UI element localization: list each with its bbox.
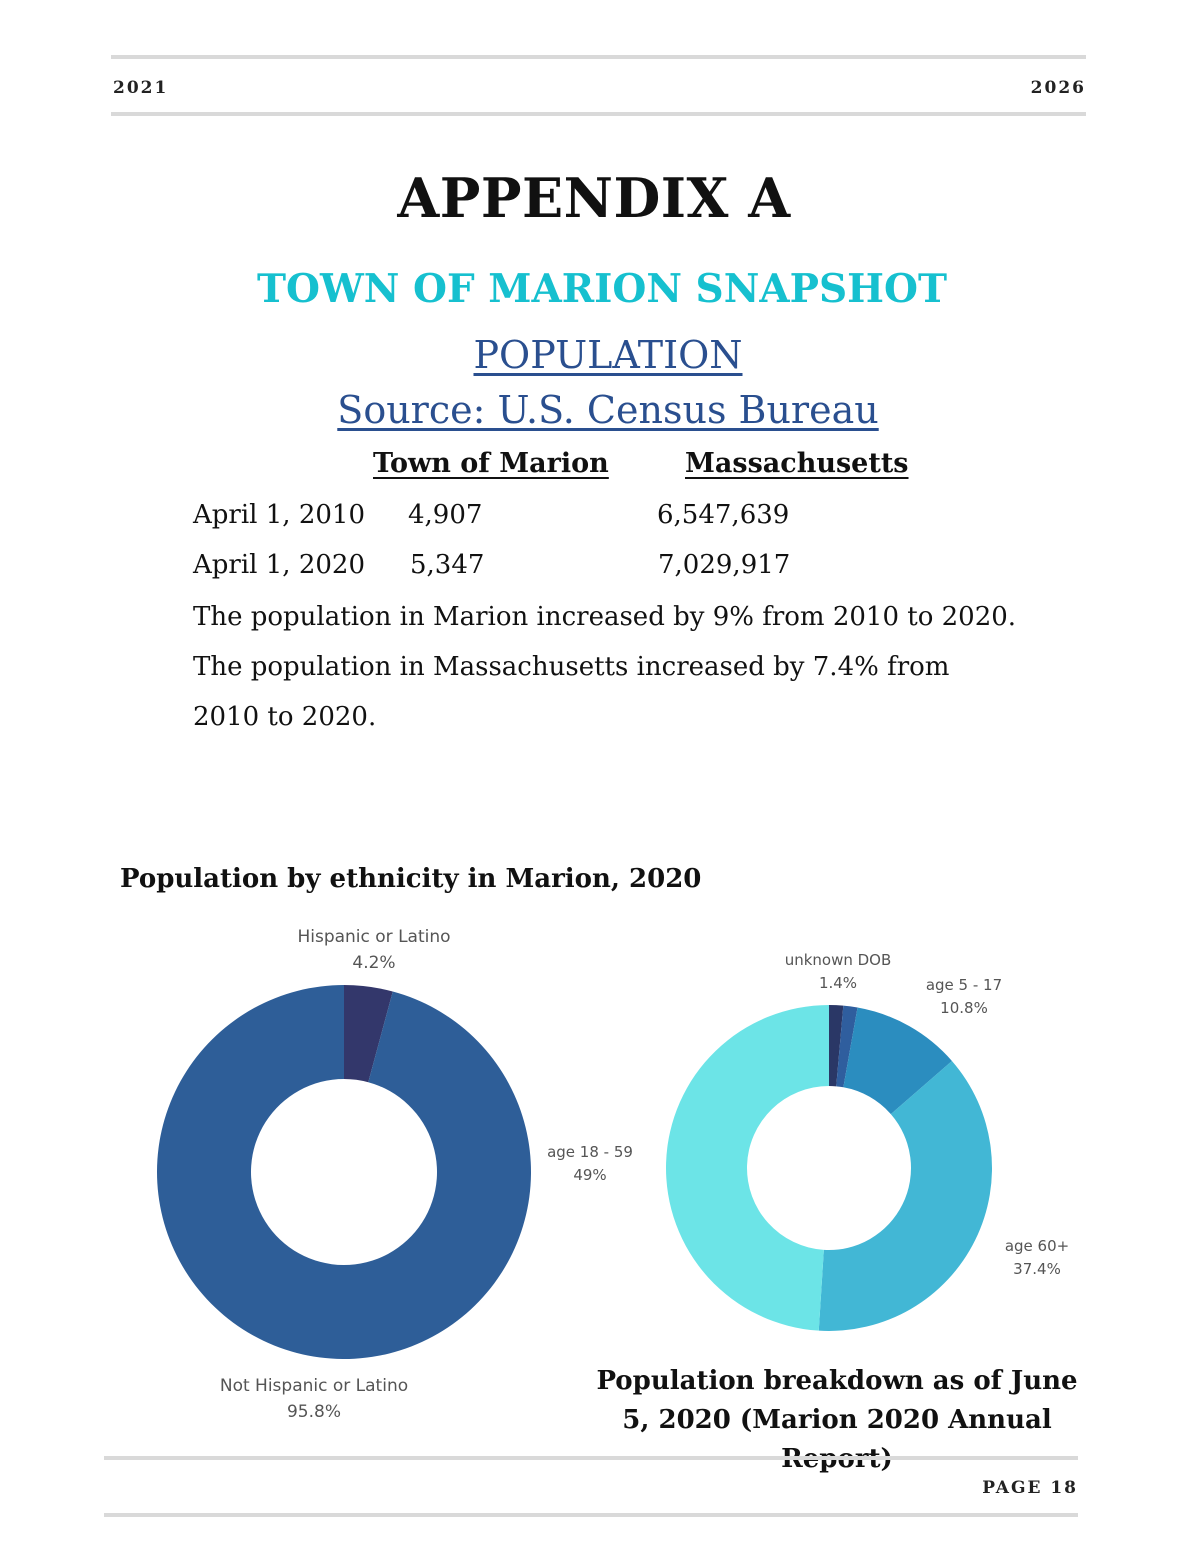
page-number: PAGE 18 <box>982 1478 1078 1498</box>
hispanic-label: Hispanic or Latino <box>297 927 451 947</box>
row-massachusetts-value: 7,029,917 <box>658 550 791 580</box>
header-left-year: 2021 <box>113 78 169 98</box>
page-subtitle: TOWN OF MARION SNAPSHOT <box>257 266 947 312</box>
ethnicity-chart-title: Population by ethnicity in Marion, 2020 <box>120 864 702 894</box>
source-link[interactable]: Source: U.S. Census Bureau <box>337 388 879 432</box>
section-heading-link[interactable]: POPULATION <box>473 333 743 377</box>
age-5-17-value-label: 10.8% <box>940 999 988 1017</box>
header-right-year: 2026 <box>1030 78 1086 98</box>
row-massachusetts-value: 6,547,639 <box>657 500 790 530</box>
ethnicity-donut-chart <box>157 985 531 1359</box>
marion-growth-text: The population in Marion increased by 9% from 2010 to 2020. <box>193 602 1017 632</box>
age-60-plus-value-label: 37.4% <box>1013 1260 1061 1278</box>
age-18-59-label: age 18 - 59 <box>547 1143 633 1161</box>
row-marion-value: 4,907 <box>408 500 483 530</box>
age-chart-title: Population breakdown as of June 5, 2020 (Marion 2020 Annual <box>596 1366 1078 1435</box>
footer-bottom-rule <box>104 1513 1078 1517</box>
unknown-dob-value-label: 1.4% <box>818 974 858 992</box>
age-18-59-value-label: 49% <box>573 1166 607 1184</box>
row-label: April 1, 2020 <box>193 550 365 580</box>
ethnicity-slice-not-hispanic-or-latino <box>157 985 531 1359</box>
hispanic-value-label: 4.2% <box>352 953 396 973</box>
age-slice-age-18-59 <box>666 1005 829 1331</box>
row-marion-value: 5,347 <box>410 550 485 580</box>
not-hispanic-label: Not Hispanic or Latino <box>219 1376 409 1396</box>
column-header-marion: Town of Marion <box>373 448 609 479</box>
massachusetts-growth-text: The population in Massachusetts increased by 7.4% from 2010 to 2020. <box>193 652 950 732</box>
row-label: April 1, 2010 <box>193 500 365 530</box>
age-60-plus-label: age 60+ <box>1004 1237 1070 1255</box>
footer-top-rule <box>104 1456 1078 1460</box>
age-donut-chart <box>666 1005 992 1331</box>
unknown-dob-label: unknown DOB <box>784 951 892 969</box>
age-5-17-label: age 5 - 17 <box>925 976 1003 994</box>
column-header-massachusetts: Massachusetts <box>685 448 909 479</box>
page-title: APPENDIX A <box>397 166 791 230</box>
not-hispanic-value-label: 95.8% <box>286 1402 342 1422</box>
